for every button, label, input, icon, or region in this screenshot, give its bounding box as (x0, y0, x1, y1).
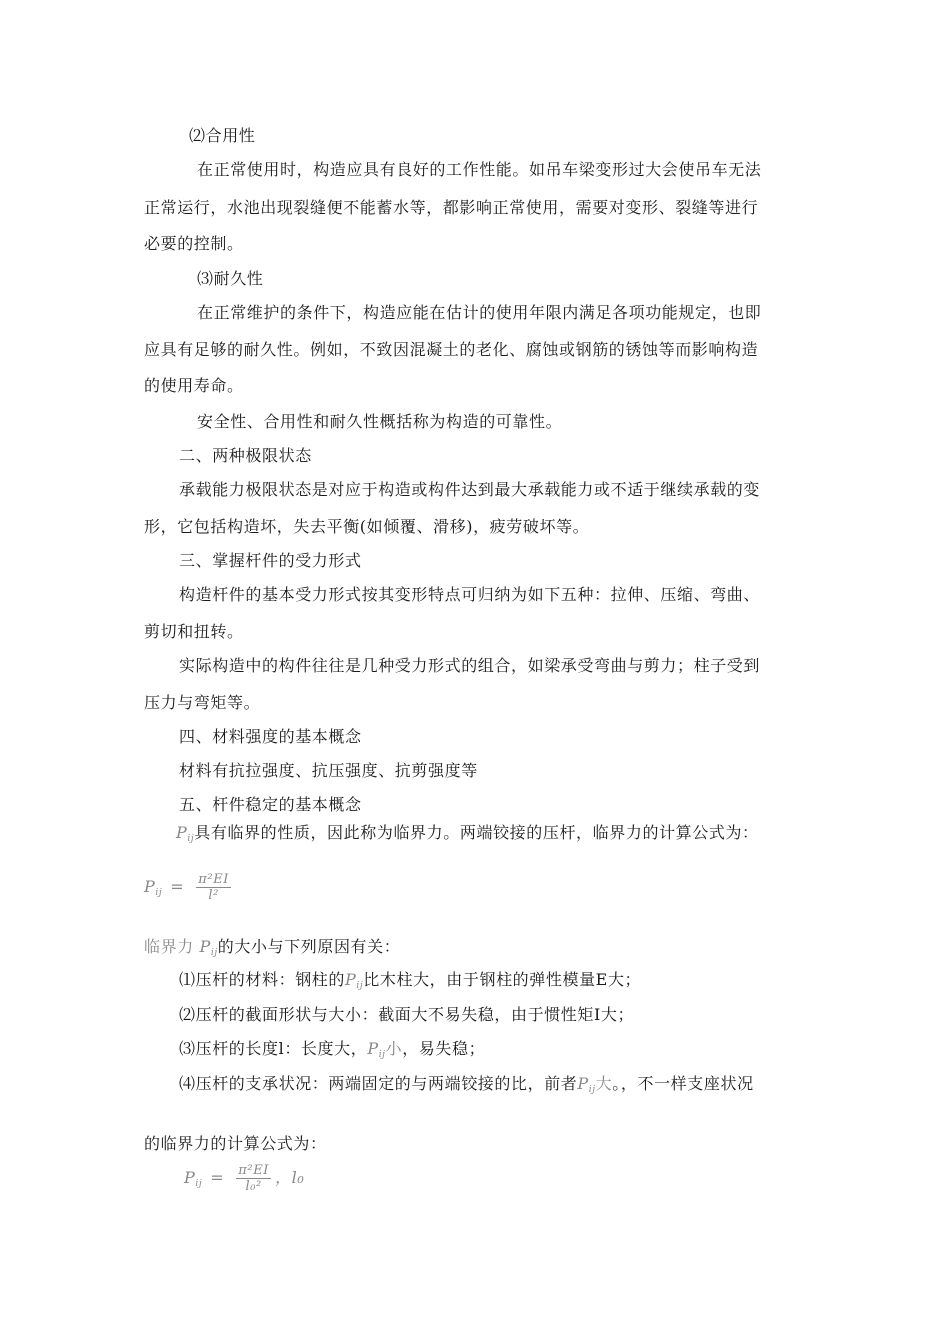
paragraph-line: 实际构造中的构件往往是几种受力形式的组合，如梁承受弯曲与剪力；柱子受到 (179, 656, 761, 675)
list-item: ⑶压杆的长度l：长度大，$P_{ij}$小，易失稳； (179, 1039, 486, 1060)
critical-force-symbol: $P_{ij}$ (199, 937, 218, 958)
heading-durability: ⑶耐久性 (197, 269, 264, 288)
paragraph-line: 安全性、合用性和耐久性概括称为构造的可靠性。 (197, 412, 563, 431)
paragraph-line: 应具有足够的耐久性。例如，不致因混凝土的老化、腐蚀或钢筋的锈蚀等而影响构造 (144, 340, 759, 359)
paragraph-line: 的临界力的计算公式为： (144, 1134, 327, 1153)
paragraph-line: 压力与弯矩等。 (144, 693, 261, 712)
formula-critical-force-general: $P_{ij}$ = $\frac{\text{π²EI}}{\text{l₀²}}$ ，l₀ (184, 1163, 305, 1194)
paragraph-line: 正常运行，水池出现裂缝便不能蓄水等，都影响正常使用，需要对变形、裂缝等进行 (144, 198, 759, 217)
paragraph-line: 的使用寿命。 (144, 376, 244, 395)
paragraph-line: 材料有抗拉强度、抗压强度、抗剪强度等 (179, 761, 478, 780)
list-item: ⑴压杆的材料：钢柱的$P_{ij}$比木柱大，由于钢柱的弹性模量E大； (179, 970, 642, 991)
paragraph-line: 剪切和扭转。 (144, 622, 244, 641)
paragraph-line: 构造杆件的基本受力形式按其变形特点可归纳为如下五种：拉伸、压缩、弯曲、 (179, 585, 761, 604)
section-heading: 四、材料强度的基本概念 (179, 727, 362, 746)
section-heading: 五、杆件稳定的基本概念 (179, 795, 362, 814)
paragraph-line (144, 936, 400, 964)
paragraph-text: 的大小与下列原因有关： (217, 937, 401, 956)
paragraph-line (176, 822, 759, 850)
paragraph-line: 在正常维护的条件下，构造应能在估计的使用年限内满足各项功能规定，也即 (197, 303, 762, 322)
paragraph-line: 形，它包括构造坏，失去平衡(如倾覆、滑移)，疲劳破坏等。 (144, 517, 590, 536)
paragraph-line: 必要的控制。 (144, 234, 244, 253)
section-heading: 三、掌握杆件的受力形式 (179, 551, 362, 570)
formula-critical-force: $P_{ij}$ = $\frac{\text{π²EI}}{\text{l²}}$ (144, 872, 230, 903)
paragraph-line: 承载能力极限状态是对应于构造或构件达到最大承载能力或不适于继续承载的变 (179, 480, 761, 499)
section-heading: 二、两种极限状态 (179, 446, 312, 465)
paragraph-text: 临界力 (144, 937, 194, 956)
paragraph-text: 具有临界的性质，因此称为临界力。两端铰接的压杆，临界力的计算公式为： (194, 823, 759, 842)
paragraph-line: 在正常使用时，构造应具有良好的工作性能。如吊车梁变形过大会使吊车无法 (197, 160, 762, 179)
heading-suitability: ⑵合用性 (189, 126, 256, 145)
list-item: ⑷压杆的支承状况：两端固定的与两端铰接的比，前者$P_{ij}$大。，不一样支座状况 (179, 1074, 754, 1095)
list-item: ⑵压杆的截面形状与大小：截面大不易失稳，由于惯性矩I大； (179, 1005, 635, 1024)
critical-force-symbol: $P_{ij}$ (176, 823, 195, 844)
